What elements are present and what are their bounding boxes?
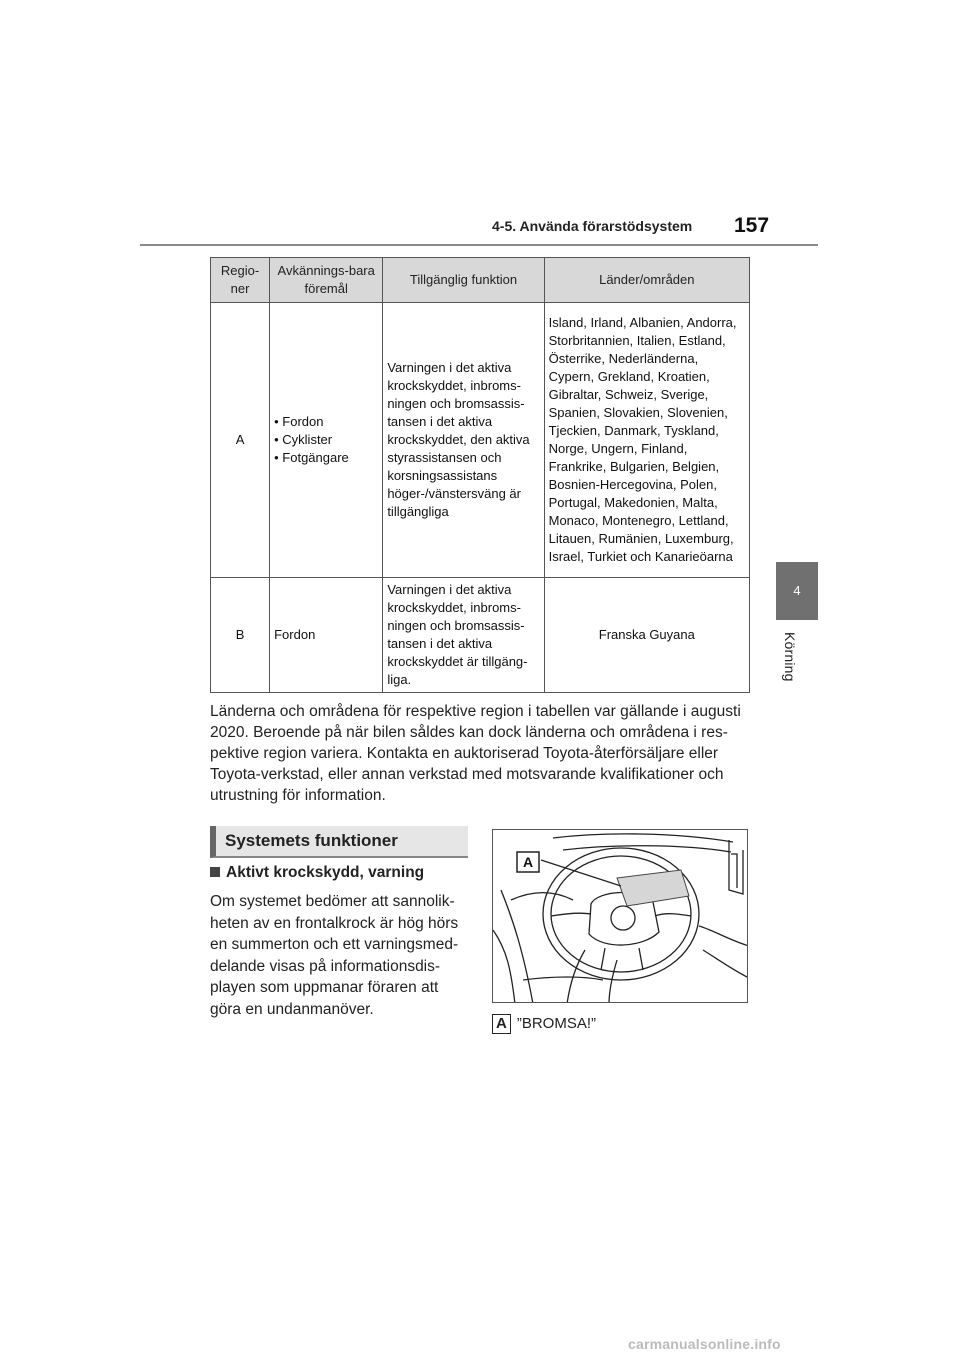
illustration-caption [492, 1014, 596, 1034]
square-bullet-icon [210, 867, 220, 877]
region-cell: B [211, 578, 270, 693]
function-cell: Varningen i det aktiva krockskyddet, inbroms-ningen och bromsassis-tansen i det aktiva krockskyddet, den aktiva styrassistansen och korsningsassistans höger-/vänstersväng är tillgängliga [383, 303, 544, 578]
list-item: • Fotgängare [274, 449, 378, 467]
caption-text: ”BROMSA!” [516, 1015, 597, 1032]
countries-cell: Island, Irland, Albanien, Andorra, Storbritannien, Italien, Estland, Österrike, Nederländerna, Cypern, Grekland, Kroatien, Gibraltar, Schweiz, Sverige, Spanien, Slovakien, Slovenien, Tjeckien, Danmark, Tyskland, Norge, Ungern, Finland, Frankrike, Bulgarien, Belgien, Bosnien-Hercegovina, Polen, Portugal, Makedonien, Malta, Monaco, Montenegro, Lettland, Litauen, Rumänien, Luxemburg, Israel, Turkiet och Kanarieöarna [544, 303, 749, 578]
page-number: 157 [734, 214, 770, 237]
section-heading-text: Systemets funktioner [225, 831, 398, 850]
section-title: 4-5. Använda förarstödsystem [492, 218, 693, 234]
subheading [210, 864, 424, 882]
table-header-row [211, 258, 750, 303]
subheading-text: Aktivt krockskydd, varning [226, 864, 425, 881]
header-divider [140, 244, 818, 246]
objects-cell [270, 303, 383, 578]
function-cell: Varningen i det aktiva krockskyddet, inbroms-ningen och bromsassis-tansen i det aktiva krockskyddet är tillgäng-liga. [383, 578, 544, 693]
column-header-objects: Avkännings-bara föremål [270, 258, 383, 303]
regions-table [210, 257, 750, 693]
countries-cell: Franska Guyana [544, 578, 749, 693]
dashboard-illustration [492, 829, 748, 1003]
column-header-countries: Länder/områden [544, 258, 749, 303]
section-heading [210, 826, 468, 858]
objects-list [274, 413, 378, 467]
list-item: • Cyklister [274, 431, 378, 449]
body-paragraph: Om systemet bedömer att sannolik-heten av en frontalkrock är hög hörs en summerton och ett varningsmed-delande visas på informationsdis-playen som uppmanar föraren att göra en undanmanöver. [210, 893, 459, 1018]
objects-cell: Fordon [270, 578, 383, 693]
chapter-tab [776, 562, 818, 620]
table-row [211, 303, 750, 578]
list-item: • Fordon [274, 413, 378, 431]
steering-wheel-illustration [493, 830, 748, 1003]
column-header-function: Tillgänglig funktion [383, 258, 544, 303]
caption-label: A [492, 1014, 511, 1034]
table-row [211, 578, 750, 693]
chapter-number: 4 [793, 583, 801, 598]
availability-note: Länderna och områdena för respektive region i tabellen var gällande i augusti 2020. Beroende på när bilen såldes kan dock länderna och områdena i res-pektive region variera. Kontakta en auktoriserad Toyota-återförsäljare eller Toyota-verkstad, eller annan verkstad med motsvarande kvalifikationer och utrustning för information. [210, 703, 741, 804]
column-header-region: Regio-ner [211, 258, 270, 303]
callout-label: A [522, 854, 534, 870]
chapter-label: Körning [782, 632, 798, 682]
watermark[interactable]: carmanualsonline.info [628, 1336, 781, 1352]
region-cell: A [211, 303, 270, 578]
